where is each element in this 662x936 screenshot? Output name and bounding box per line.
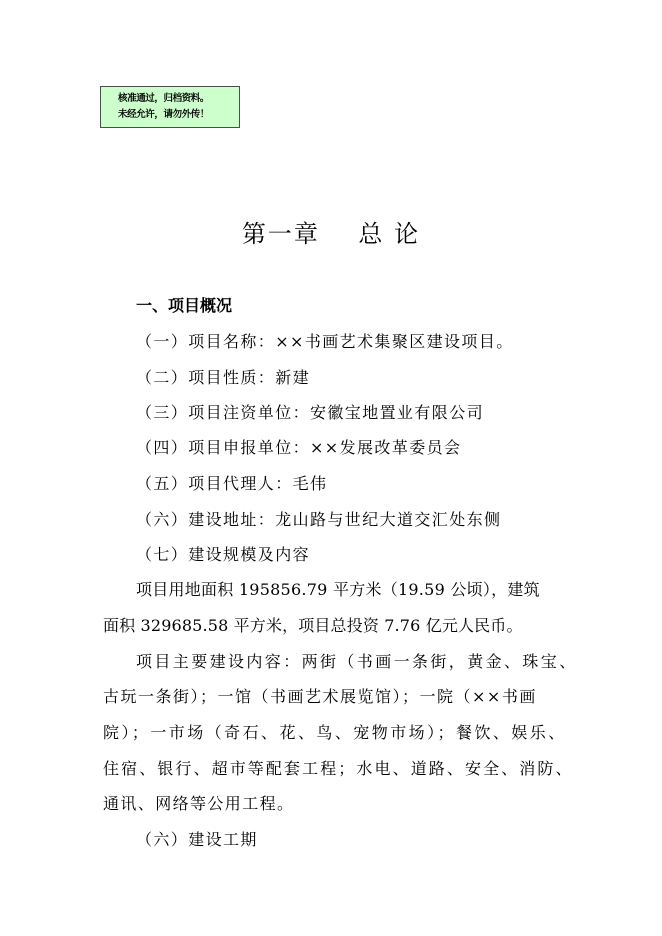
paragraph-line: 通讯、网络等公用工程。 <box>103 794 295 813</box>
applicant-item: （四）项目申报单位：××发展改革委员会 <box>136 438 462 457</box>
stamp-line-1: 核准通过，归档资料。 <box>118 93 210 104</box>
paragraph-line: 项目用地面积 195856.79 平方米（19.59 公顷），建筑 <box>136 580 540 599</box>
stamp-line-2: 未经允许，请勿外传！ <box>118 109 210 120</box>
paragraph-line: 院）；一市场（奇石、花、鸟、宠物市场）；餐饮、娱乐、 <box>103 723 567 742</box>
chapter-title: 第一章 总 论 <box>241 220 421 248</box>
paragraph-line: 项目主要建设内容：两街（书画一条街，黄金、珠宝、 <box>136 652 578 671</box>
scale-content-item: （七）建设规模及内容 <box>136 545 311 564</box>
agent-item: （五）项目代理人：毛伟 <box>136 474 328 493</box>
project-name-item: （一）项目名称：××书画艺术集聚区建设项目。 <box>136 332 514 351</box>
address-item: （六）建设地址：龙山路与世纪大道交汇处东侧 <box>136 510 502 529</box>
project-nature-item: （二）项目性质：新建 <box>136 368 311 387</box>
paragraph-line: 面积 329685.58 平方米，项目总投资 7.76 亿元人民币。 <box>103 616 523 635</box>
investor-item: （三）项目注资单位：安徽宝地置业有限公司 <box>136 403 485 422</box>
construction-period-item: （六）建设工期 <box>136 830 258 849</box>
paragraph-line: 古玩一条街）；一馆（书画艺术展览馆）；一院（××书画 <box>103 687 537 706</box>
section-heading: 一、项目概况 <box>136 296 233 315</box>
confidential-stamp <box>100 86 240 128</box>
paragraph-line: 住宿、银行、超市等配套工程；水电、道路、安全、消防、 <box>103 759 574 778</box>
